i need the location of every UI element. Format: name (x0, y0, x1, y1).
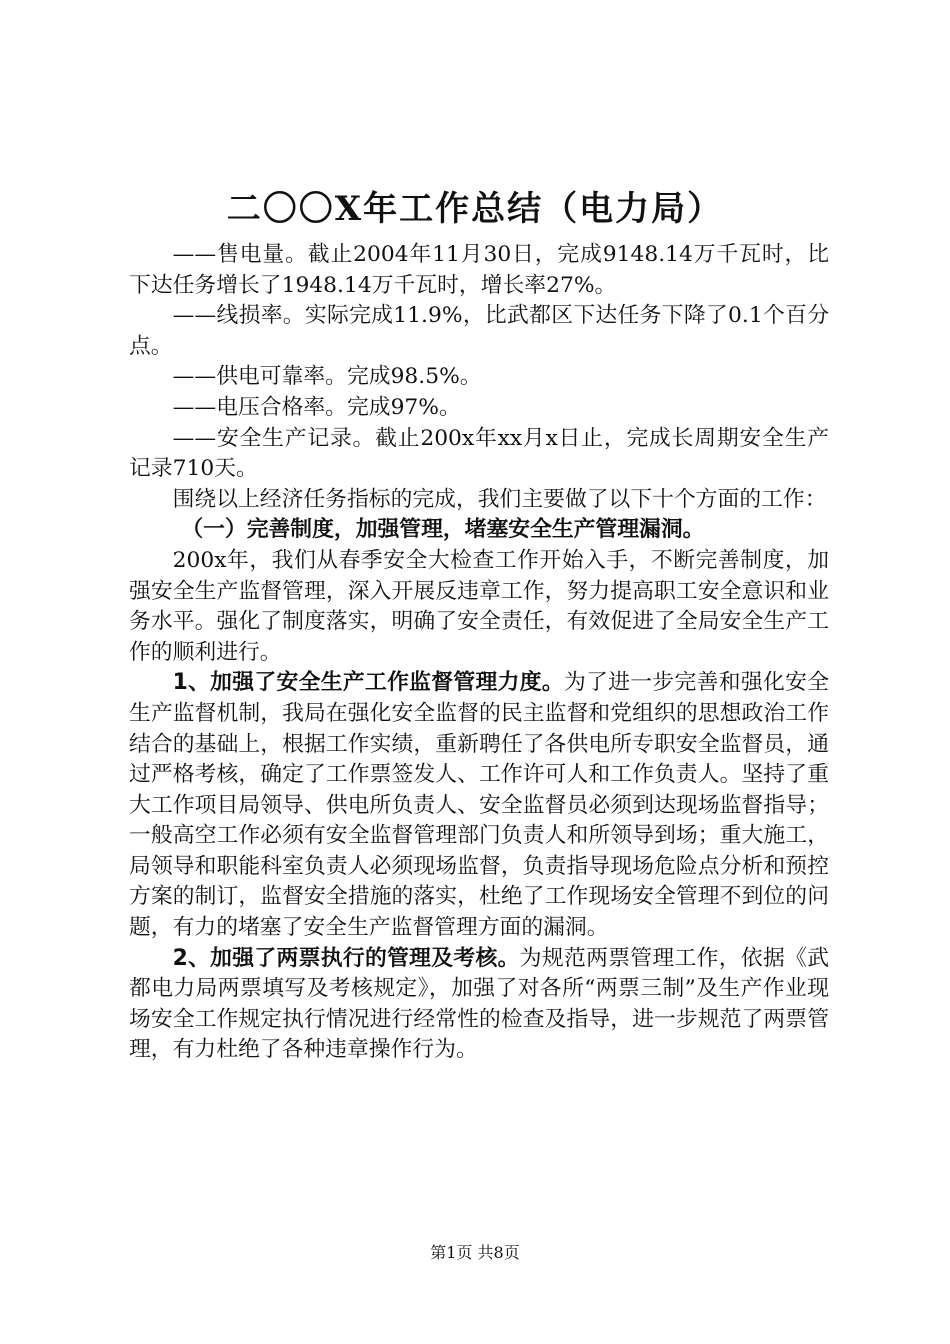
paragraph-text: 为规范两票管理工作，依据《武都电力局两票填写及考核规定》，加强了对各所“两票三制”及生产作业现场安全工作规定执行情况进行经常性的检查及指导，进一步规范了两票管理，有力杜绝了各种违章操作行为。 (129, 945, 829, 1063)
item-heading: 1、加强了安全生产工作监督管理力度。 (172, 670, 564, 696)
paragraph-text: 为了进一步完善和强化安全生产监督机制，我局在强化安全监督的民主监督和党组织的思想政治工作结合的基础上，根据工作实绩，重新聘任了各供电所专职安全监督员，通过严格考核，确定了工作票签发人、工作许可人和工作负责人。坚持了重大工作项目局领导、供电所负责人、安全监督员必须到达现场监督指导；一般高空工作必须有安全监督管理部门负责人和所领导到场；重大施工，局领导和职能科室负责人必须现场监督，负责指导现场危险点分析和预控方案的制订，监督安全措施的落实，杜绝了工作现场安全管理不到位的问题，有力的堵塞了安全生产监督管理方面的漏洞。 (129, 670, 829, 941)
paragraph-intro (129, 485, 829, 516)
paragraph-text: 围绕以上经济任务指标的完成，我们主要做了以下十个方面的工作： (172, 486, 827, 512)
paragraph-text: ——线损率。实际完成11.9%，比武都区下达任务下降了0.1个百分点。 (129, 303, 829, 359)
paragraph-item-1 (129, 668, 829, 943)
paragraph-text: ——电压合格率。完成97%。 (172, 394, 461, 420)
section-heading-1 (129, 515, 829, 546)
item-heading: 2、加强了两票执行的管理及考核。 (172, 945, 520, 971)
paragraph-item-2 (129, 944, 829, 1066)
paragraph-voltage (129, 393, 829, 424)
paragraph-line-loss (129, 301, 829, 362)
page-number-footer: 第1页 共8页 (430, 1243, 520, 1262)
paragraph-text: ——供电可靠率。完成98.5%。 (172, 364, 482, 390)
document-title: 二〇〇X年工作总结（电力局） (226, 189, 724, 229)
paragraph-section-1 (129, 546, 829, 668)
paragraph-sales (129, 240, 829, 301)
document-body (129, 240, 829, 1066)
paragraph-text: ——售电量。截止2004年11月30日，完成9148.14万千瓦时，比下达任务增长了1948.14万千瓦时，增长率27%。 (129, 242, 829, 298)
paragraph-text: ——安全生产记录。截止200x年xx月x日止，完成长周期安全生产记录710天。 (129, 425, 829, 482)
paragraph-reliability (129, 362, 829, 393)
paragraph-safety-record (129, 424, 829, 485)
paragraph-text: 200x年，我们从春季安全大检查工作开始入手，不断完善制度，加强安全生产监督管理，深入开展反违章工作，努力提高职工安全意识和业务水平。强化了制度落实，明确了安全责任，有效促进了全局安全生产工作的顺利进行。 (129, 547, 829, 665)
section-heading: （一）完善制度，加强管理，堵塞安全生产管理漏洞。 (181, 517, 705, 543)
